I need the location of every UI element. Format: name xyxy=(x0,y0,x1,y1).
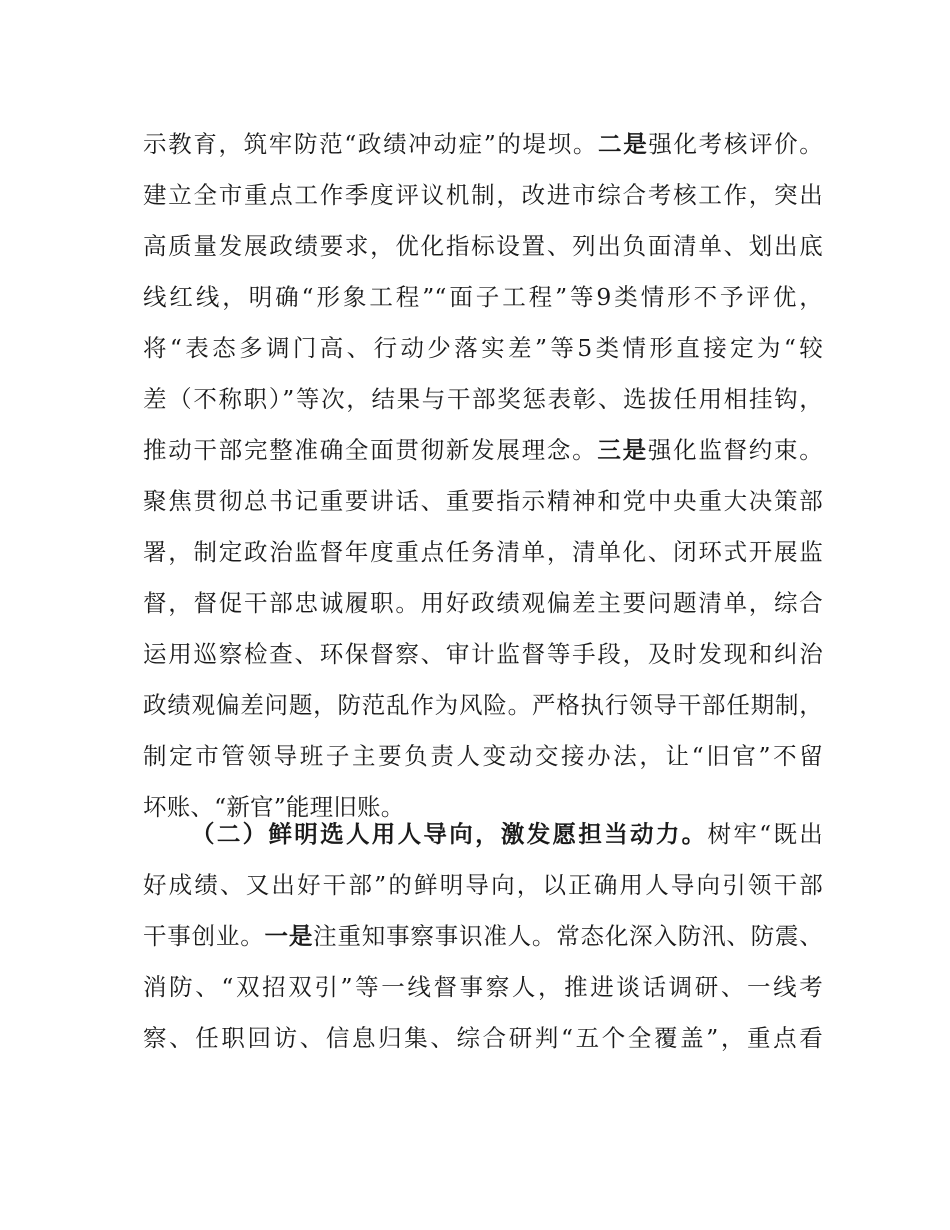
paragraph-1 xyxy=(143,119,823,833)
text-run: 干事创业。 xyxy=(143,922,265,950)
text-run: 线红线，明确“形象工程”“面子工程”等9类情形不予评优， xyxy=(143,283,823,311)
text-line xyxy=(143,476,823,527)
text-line xyxy=(143,911,823,962)
text-run: 聚焦贯彻总书记重要讲话、重要指示精神和党中央重大决策部 xyxy=(143,487,823,515)
text-run: 好成绩、又出好干部”的鲜明导向，以正确用人导向引领干部 xyxy=(143,871,823,899)
text-line xyxy=(143,323,823,374)
paragraph-2 xyxy=(143,809,823,1064)
text-run: 督，督促干部忠诚履职。用好政绩观偏差主要问题清单，综合 xyxy=(143,589,823,617)
text-run: 政绩观偏差问题，防范乱作为风险。严格执行领导干部任期制， xyxy=(143,691,823,719)
text-line xyxy=(143,272,823,323)
text-run: 运用巡察检查、环保督察、审计监督等手段，及时发现和纠治 xyxy=(143,640,823,668)
text-run: 注重知事察事识准人。常态化深入防汛、防震、 xyxy=(313,922,824,950)
text-run: 建立全市重点工作季度评议机制，改进市综合考核工作，突出 xyxy=(143,181,823,209)
text-run: 署，制定政治监督年度重点任务清单，清单化、闭环式开展监 xyxy=(143,538,823,566)
text-line xyxy=(143,374,823,425)
text-line xyxy=(143,629,823,680)
text-line xyxy=(143,962,823,1013)
text-line xyxy=(143,170,823,221)
text-line xyxy=(143,680,823,731)
text-line xyxy=(143,1013,823,1064)
bold-text-run: 三是 xyxy=(597,436,648,464)
text-run: 推动干部完整准确全面贯彻新发展理念。 xyxy=(143,436,598,464)
text-run: 强化考核评价。 xyxy=(648,130,824,158)
bold-text-run: （二）鲜明选人用人导向，激发愿担当动力。 xyxy=(191,820,708,848)
text-run: 将“表态多调门高、行动少落实差”等5类情形直接定为“较 xyxy=(143,334,823,362)
text-run: 制定市管领导班子主要负责人变动交接办法，让“旧官”不留 xyxy=(143,742,823,770)
text-run: 树牢“既出 xyxy=(707,820,824,848)
text-line xyxy=(143,578,823,629)
text-run: 差（不称职）”等次，结果与干部奖惩表彰、选拔任用相挂钩， xyxy=(143,385,823,413)
text-line xyxy=(143,809,823,860)
text-run: 坏账、“新官”能理旧账。 xyxy=(143,793,405,821)
text-run: 示教育，筑牢防范“政绩冲动症”的堤坝。 xyxy=(143,130,599,158)
text-run: 高质量发展政绩要求，优化指标设置、列出负面清单、划出底 xyxy=(143,232,823,260)
text-line xyxy=(143,860,823,911)
text-line xyxy=(143,527,823,578)
bold-text-run: 二是 xyxy=(598,130,649,158)
text-line xyxy=(143,731,823,782)
text-line xyxy=(143,221,823,272)
bold-text-run: 一是 xyxy=(264,922,314,950)
text-run: 察、任职回访、信息归集、综合研判“五个全覆盖”，重点看 xyxy=(143,1024,823,1052)
text-line xyxy=(143,425,823,476)
text-run: 强化监督约束。 xyxy=(647,436,823,464)
text-run: 消防、“双招双引”等一线督事察人，推进谈话调研、一线考 xyxy=(143,973,823,1001)
text-line xyxy=(143,119,823,170)
